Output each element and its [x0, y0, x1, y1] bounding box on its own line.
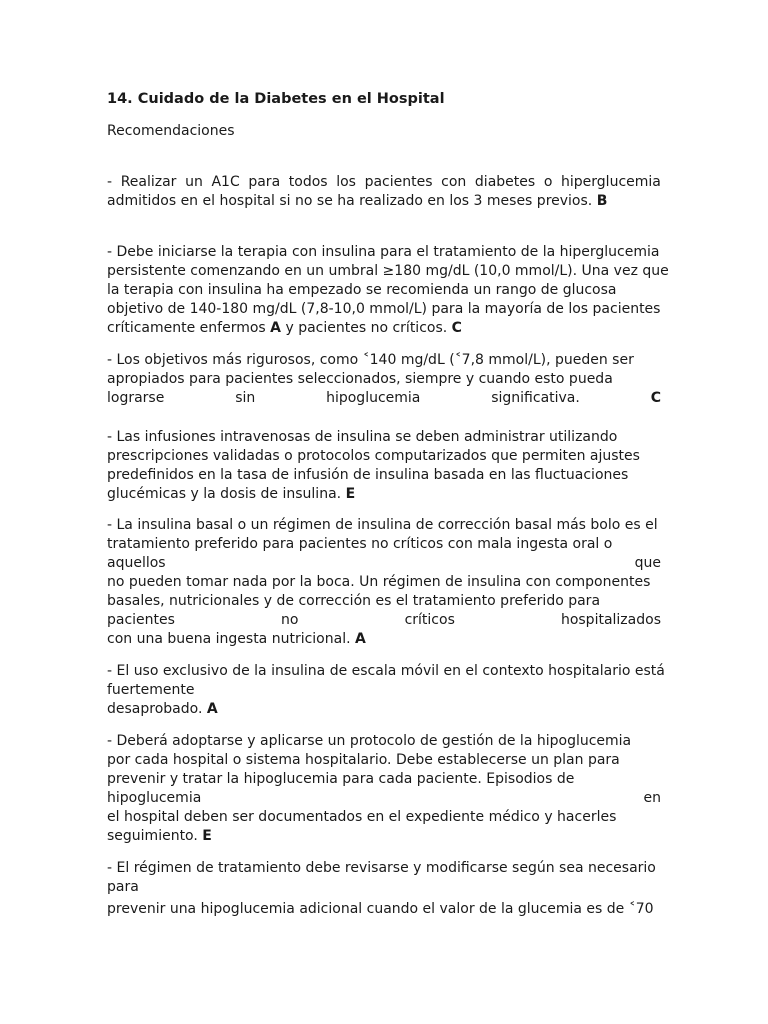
text-word: sin — [235, 390, 256, 406]
text-word: todos — [288, 174, 328, 190]
text-line — [107, 611, 661, 630]
evidence-grade: A — [355, 631, 366, 647]
text-word: o — [543, 174, 553, 190]
text-word: en — [643, 790, 661, 806]
section-subtitle: Recomendaciones — [107, 123, 235, 139]
text-line: persistente comenzando en un umbral ≥180 mg/dL (10,0 mmol/L). Una vez que — [107, 263, 669, 279]
text-line — [107, 554, 661, 573]
text-line — [107, 389, 661, 408]
text-line — [107, 827, 661, 846]
text-word: los — [336, 174, 356, 190]
text-line — [107, 319, 661, 338]
text-line: - Los objetivos más rigurosos, como ˂140 mg/dL (˂7,8 mmol/L), pueden ser — [107, 352, 634, 368]
text-line: fuertemente — [107, 682, 195, 698]
text-line: prevenir y tratar la hipoglucemia para cada paciente. Episodios de — [107, 771, 575, 787]
text-line — [107, 192, 661, 211]
text-word: hospitalizados — [560, 612, 661, 628]
text-line: - La insulina basal o un régimen de insulina de corrección basal más bolo es el — [107, 517, 658, 533]
text-word: lograrse — [107, 390, 165, 406]
page-title: 14. Cuidado de la Diabetes en el Hospital — [107, 91, 445, 107]
text-word: pacientes — [107, 612, 175, 628]
text-line: prescripciones validadas o protocolos computarizados que permiten ajustes — [107, 448, 640, 464]
text-line: por cada hospital o sistema hospitalario. Debe establecerse un plan para — [107, 752, 620, 768]
text-line: - El uso exclusivo de la insulina de escala móvil en el contexto hospitalario está — [107, 663, 665, 679]
text-word: que — [634, 555, 661, 571]
text-span: seguimiento. — [107, 828, 198, 844]
text-line: prevenir una hipoglucemia adicional cuando el valor de la glucemia es de ˂70 — [107, 901, 654, 917]
text-span: glucémicas y la dosis de insulina. — [107, 486, 342, 502]
text-line: - El régimen de tratamiento debe revisarse y modificarse según sea necesario — [107, 860, 656, 876]
text-line: - Debe iniciarse la terapia con insulina para el tratamiento de la hiperglucemia — [107, 244, 660, 260]
text-word: no — [281, 612, 299, 628]
text-word: hipoglucemia — [107, 790, 202, 806]
text-line — [107, 173, 661, 192]
text-line: - Deberá adoptarse y aplicarse un protocolo de gestión de la hipoglucemia — [107, 733, 632, 749]
text-line — [107, 485, 661, 504]
text-word: hipoglucemia — [326, 390, 421, 406]
text-line: para — [107, 879, 139, 895]
text-word: Realizar — [120, 174, 177, 190]
text-span: admitidos en el hospital si no se ha realizado en los 3 meses previos. — [107, 193, 593, 209]
evidence-grade: B — [596, 193, 608, 209]
text-word: hiperglucemia — [561, 174, 661, 190]
text-span: y pacientes no críticos. — [285, 320, 448, 336]
text-word: - — [107, 174, 113, 190]
evidence-grade: E — [202, 828, 212, 844]
text-word: A1C — [211, 174, 240, 190]
text-word: para — [248, 174, 281, 190]
text-span: con una buena ingesta nutricional. — [107, 631, 351, 647]
text-line — [107, 700, 661, 719]
text-line: apropiados para pacientes seleccionados, siempre y cuando esto pueda — [107, 371, 613, 387]
evidence-grade: C — [451, 320, 462, 336]
text-word: significativa. — [491, 390, 580, 406]
evidence-grade: A — [206, 701, 218, 717]
text-line — [107, 630, 661, 649]
evidence-grade: E — [345, 486, 356, 502]
text-word: aquellos — [107, 555, 166, 571]
text-line: el hospital deben ser documentados en el expediente médico y hacerles — [107, 809, 617, 825]
text-line: no pueden tomar nada por la boca. Un régimen de insulina con componentes — [107, 574, 651, 590]
text-line: basales, nutricionales y de corrección es el tratamiento preferido para — [107, 593, 601, 609]
text-word: un — [185, 174, 203, 190]
text-word: críticos — [404, 612, 455, 628]
text-line: - Las infusiones intravenosas de insulina se deben administrar utilizando — [107, 429, 618, 445]
text-line: objetivo de 140-180 mg/dL (7,8-10,0 mmol/L) para la mayoría de los pacientes — [107, 301, 661, 317]
text-line: la terapia con insulina ha empezado se recomienda un rango de glucosa — [107, 282, 617, 298]
text-word: con — [441, 174, 467, 190]
text-span: desaprobado. — [107, 701, 203, 717]
text-word: pacientes — [364, 174, 433, 190]
text-line — [107, 789, 661, 808]
evidence-grade: C — [650, 390, 661, 406]
text-line: predefinidos en la tasa de infusión de insulina basada en las fluctuaciones — [107, 467, 629, 483]
evidence-grade: A — [270, 320, 282, 336]
text-line: tratamiento preferido para pacientes no críticos con mala ingesta oral o — [107, 536, 613, 552]
text-span: críticamente enfermos — [107, 320, 266, 336]
text-word: diabetes — [474, 174, 536, 190]
